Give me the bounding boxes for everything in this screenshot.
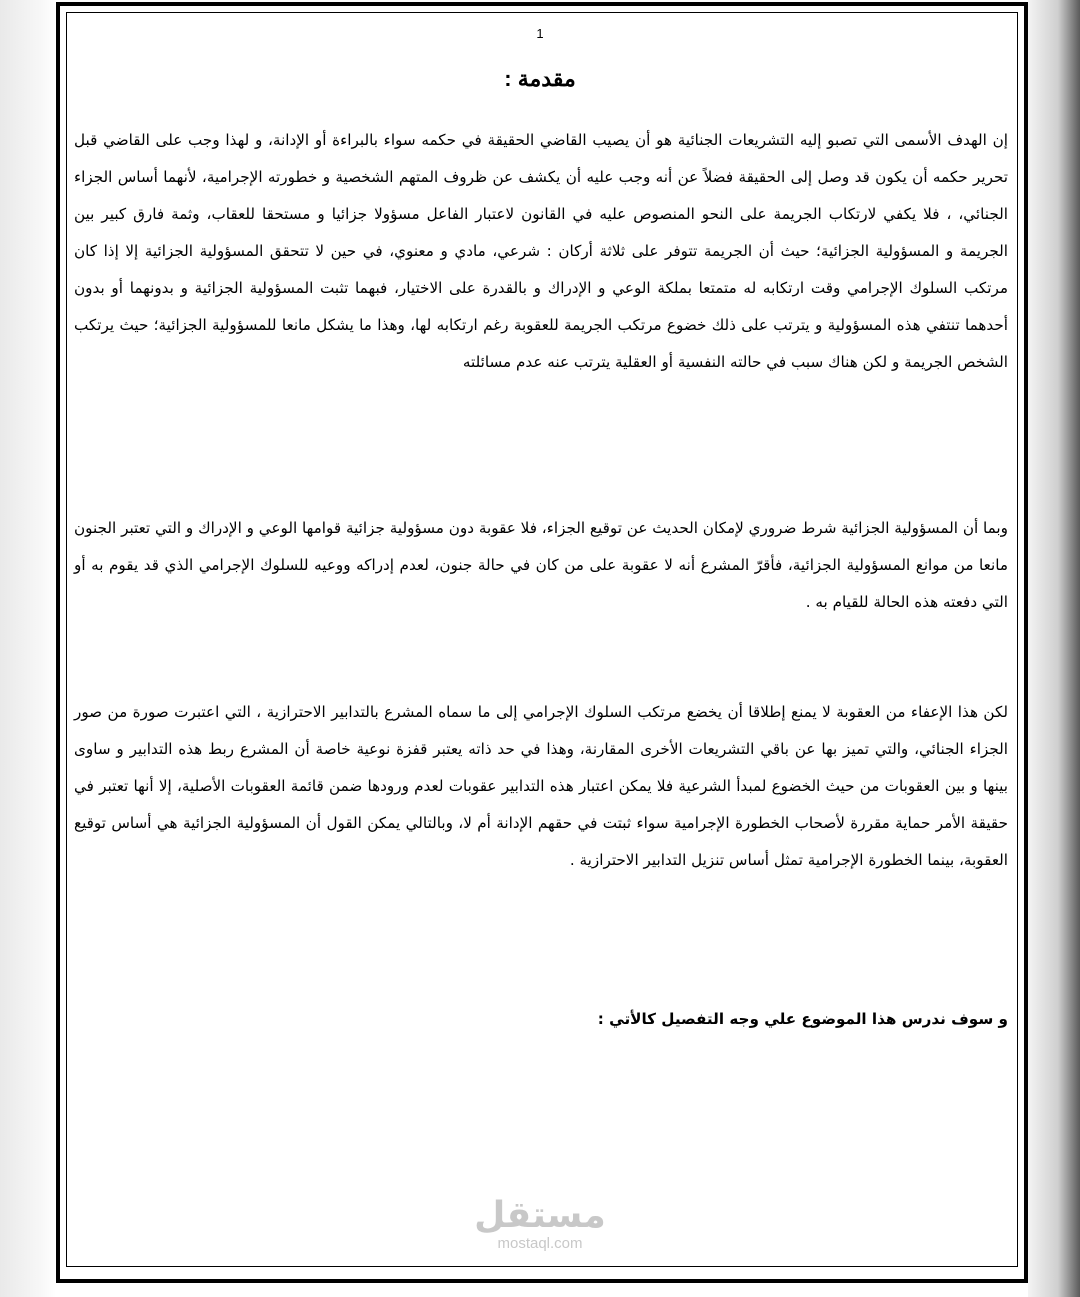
paragraph-3: لكن هذا الإعفاء من العقوبة لا يمنع إطلاقا أن يخضع مرتكب السلوك الإجرامي إلى ما سماه المشرع بالتدابير الاحترازية ، التي اعتبرت صورة من صور الجزاء الجنائي، والتي تميز بها عن باقي التشريعات الأخرى المقارنة، وهذا في حد ذاته يعتبر قفزة نوعية خاصة أن المشرع ربط هذه التدابير و ساوى بينها و بين العقوبات من حيث الخضوع لمبدأ الشرعية فلا يمكن اعتبار هذه التدابير عقوبات لعدم ورودها ضمن قائمة العقوبات الأصلية، إلا أنها تعتبر في حقيقة الأمر حماية مقررة لأصحاب الخطورة الإجرامية سواء ثبتت في حقهم الإدانة أم لا، وبالتالي يمكن القول أن المسؤولية الجزائية هي أساس توقيع العقوبة، بينما الخطورة الإجرامية تمثل أساس تنزيل التدابير الاحترازية . — [74, 703, 1008, 869]
paragraph-1: إن الهدف الأسمى التي تصبو إليه التشريعات الجنائية هو أن يصيب القاضي الحقيقة في حكمه سواء بالبراءة أو الإدانة، و لهذا وجب على القاضي قبل تحرير حكمه أن يكون قد وصل إلى الحقيقة فضلاً عن أنه وجب عليه أن يكشف عن ظروف المتهم الشخصية و خطورته الإجرامية، لأنهما أساس الجزاء الجنائي، ، فلا يكفي لارتكاب الجريمة على النحو المنصوص عليه في القانون لاعتبار الفاعل مسؤولا جزائيا و مستحقا للعقاب، وثمة فارق كبير بين الجريمة و المسؤولية الجزائية؛ حيث أن الجريمة تتوفر على ثلاثة أركان : شرعي، مادي و معنوي، في حين لا تتحقق المسؤولية الجزائية إلا إذا كان مرتكب السلوك الإجرامي وقت ارتكابه له متمتعا بملكة الوعي و الإدراك و بالقدرة على الاختيار، فبهما تثبت المسؤولية الجزائية و بدونهما أو بدون أحدهما تنتفي هذه المسؤولية و يترتب على ذلك خضوع مرتكب الجريمة للعقوبة رغم ارتكابه لها، وهذا ما يشكل مانعا للمسؤولية الجزائية؛ حيث يرتكب الشخص الجريمة و لكن هناك سبب في حالته النفسية أو العقلية يترتب عنه عدم مسائلته — [74, 131, 1008, 371]
mostaql-watermark — [440, 1196, 640, 1252]
page-number: 1 — [536, 26, 544, 41]
watermark-latin-text: mostaql.com — [497, 1235, 583, 1252]
paragraph-2: وبما أن المسؤولية الجزائية شرط ضروري لإمكان الحديث عن توقيع الجزاء، فلا عقوبة دون مسؤولية جزائية قوامها الوعي و الإدراك و التي تعتبر الجنون مانعا من موانع المسؤولية الجزائية، فأقرّ المشرع أنه لا عقوبة على من كان في حالة جنون، لعدم إدراكه ووعيه للسلوك الإجرامي الذي قد يقوم به أو التي دفعته هذه الحالة للقيام به . — [74, 519, 1008, 611]
scan-left-margin — [0, 0, 56, 1297]
closing-statement: و سوف ندرس هذا الموضوع علي وجه التفصيل كالأتي : — [597, 1010, 1008, 1028]
watermark-arabic-logo: مستقل — [474, 1195, 606, 1236]
scan-right-edge-shadow — [1028, 0, 1080, 1297]
page-title: مقدمة : — [504, 66, 576, 91]
